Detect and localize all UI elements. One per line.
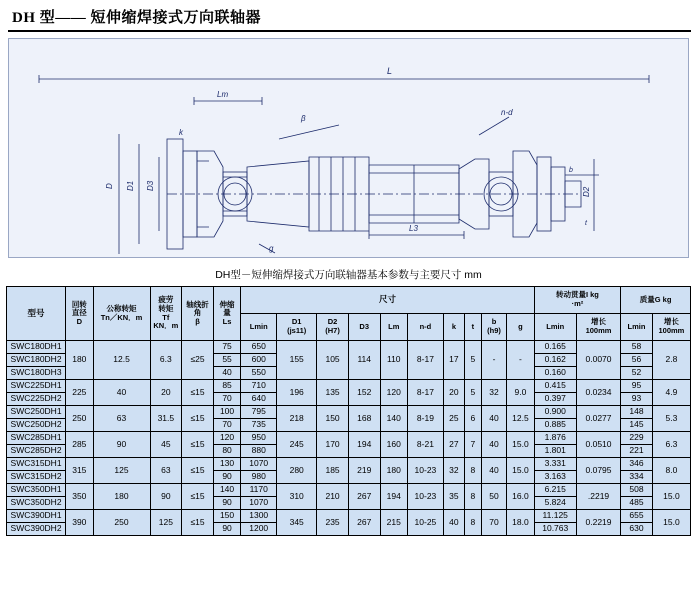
- table-caption: DH型－短伸缩焊接式万向联轴器基本参数与主要尺寸 mm: [215, 269, 482, 281]
- cell-stretch: 140: [213, 484, 240, 497]
- cell-k: 40: [443, 510, 464, 536]
- cell-t: 7: [464, 432, 481, 458]
- cell-inertia-lmin: 0.397: [534, 393, 576, 406]
- cell-d1: 196: [277, 380, 317, 406]
- cell-fatigue: 31.5: [150, 406, 182, 432]
- cell-rotate-diameter: 180: [66, 341, 93, 380]
- cell-b: 40: [481, 458, 506, 484]
- cell-b: 50: [481, 484, 506, 510]
- cell-b: 70: [481, 510, 506, 536]
- cell-model: SWC350DH2: [7, 497, 66, 510]
- cell-mass-lmin: 221: [621, 445, 653, 458]
- header-nd: n-d: [407, 314, 443, 341]
- cell-d2: 185: [317, 458, 349, 484]
- cell-d3: 194: [348, 432, 380, 458]
- header-lm: Lm: [380, 314, 407, 341]
- cell-fatigue: 90: [150, 484, 182, 510]
- cell-torque: 180: [93, 484, 150, 510]
- svg-text:Lm: Lm: [217, 90, 229, 99]
- cell-nd: 8-21: [407, 432, 443, 458]
- header-k: k: [443, 314, 464, 341]
- cell-d1: 345: [277, 510, 317, 536]
- header-torque: 公称转矩 Tn／KN．m: [93, 287, 150, 341]
- cell-angle: ≤15: [182, 380, 214, 406]
- cell-k: 35: [443, 484, 464, 510]
- svg-text:L: L: [387, 66, 393, 76]
- cell-inertia-lmin: 0.885: [534, 419, 576, 432]
- cell-g: 15.0: [507, 432, 534, 458]
- table-row: [7, 341, 691, 354]
- cell-model: SWC285DH1: [7, 432, 66, 445]
- cell-inertia-lmin: 1.801: [534, 445, 576, 458]
- cell-g: 12.5: [507, 406, 534, 432]
- cell-model: SWC315DH1: [7, 458, 66, 471]
- svg-text:g: g: [269, 244, 274, 253]
- cell-inertia-grow: 0.2219: [576, 510, 620, 536]
- cell-stretch: 40: [213, 367, 240, 380]
- cell-mass-lmin: 93: [621, 393, 653, 406]
- svg-text:D3: D3: [146, 180, 155, 191]
- cell-stretch: 90: [213, 523, 240, 536]
- cell-mass-lmin: 229: [621, 432, 653, 445]
- cell-angle: ≤15: [182, 458, 214, 484]
- cell-d2: 105: [317, 341, 349, 380]
- cell-mass-lmin: 145: [621, 419, 653, 432]
- cell-torque: 63: [93, 406, 150, 432]
- cell-inertia-grow: 0.0795: [576, 458, 620, 484]
- cell-mass-lmin: 58: [621, 341, 653, 354]
- table-row: [7, 458, 691, 471]
- cell-model: SWC250DH1: [7, 406, 66, 419]
- header-b: b (h9): [481, 314, 506, 341]
- cell-d3: 219: [348, 458, 380, 484]
- header-stretch: 伸缩 量 Ls: [213, 287, 240, 341]
- cell-model: SWC180DH1: [7, 341, 66, 354]
- table-row: [7, 432, 691, 445]
- cell-rotate-diameter: 250: [66, 406, 93, 432]
- cell-d3: 168: [348, 406, 380, 432]
- cell-lmin: 1070: [241, 497, 277, 510]
- cell-d1: 218: [277, 406, 317, 432]
- cell-lmin: 1200: [241, 523, 277, 536]
- cell-mass-lmin: 485: [621, 497, 653, 510]
- svg-text:β: β: [301, 114, 306, 123]
- cell-lmin: 735: [241, 419, 277, 432]
- cell-t: 5: [464, 380, 481, 406]
- cell-mass-grow: 4.9: [652, 380, 690, 406]
- cell-inertia-lmin: 0.165: [534, 341, 576, 354]
- cell-inertia-lmin: 10.763: [534, 523, 576, 536]
- cell-d1: 245: [277, 432, 317, 458]
- cell-inertia-lmin: 0.900: [534, 406, 576, 419]
- cell-mass-lmin: 655: [621, 510, 653, 523]
- spec-table: [6, 286, 691, 536]
- cell-inertia-grow: .2219: [576, 484, 620, 510]
- cell-lmin: 600: [241, 354, 277, 367]
- cell-d2: 210: [317, 484, 349, 510]
- cell-stretch: 55: [213, 354, 240, 367]
- cell-b: 32: [481, 380, 506, 406]
- header-inertia: 转动贯量I kg ·m²: [534, 287, 621, 314]
- cell-inertia-lmin: 11.125: [534, 510, 576, 523]
- cell-mass-lmin: 630: [621, 523, 653, 536]
- cell-fatigue: 45: [150, 432, 182, 458]
- svg-text:t: t: [585, 220, 587, 227]
- cell-lmin: 795: [241, 406, 277, 419]
- header-d2: D2 (H7): [317, 314, 349, 341]
- cell-lmin: 650: [241, 341, 277, 354]
- title-divider: [8, 30, 691, 32]
- cell-angle: ≤15: [182, 510, 214, 536]
- cell-b: -: [481, 341, 506, 380]
- cell-t: 8: [464, 458, 481, 484]
- cell-torque: 12.5: [93, 341, 150, 380]
- cell-d3: 152: [348, 380, 380, 406]
- header-mass: 质量G kg: [621, 287, 691, 314]
- svg-text:D2: D2: [582, 186, 591, 197]
- cell-t: 8: [464, 510, 481, 536]
- header-fatigue: 疲劳 转矩 Tf KN．m: [150, 287, 182, 341]
- cell-lm: 160: [380, 432, 407, 458]
- cell-inertia-lmin: 3.163: [534, 471, 576, 484]
- cell-d1: 155: [277, 341, 317, 380]
- cell-lmin: 1300: [241, 510, 277, 523]
- cell-g: 18.0: [507, 510, 534, 536]
- cell-mass-grow: 6.3: [652, 432, 690, 458]
- header-rotate-diameter: 回转 直径 D: [66, 287, 93, 341]
- cell-inertia-lmin: 6.215: [534, 484, 576, 497]
- cell-stretch: 150: [213, 510, 240, 523]
- cell-mass-lmin: 334: [621, 471, 653, 484]
- header-mass-lmin: Lmin: [621, 314, 653, 341]
- cell-angle: ≤15: [182, 484, 214, 510]
- cell-t: 8: [464, 484, 481, 510]
- cell-fatigue: 125: [150, 510, 182, 536]
- cell-angle: ≤15: [182, 432, 214, 458]
- cell-rotate-diameter: 390: [66, 510, 93, 536]
- cell-model: SWC250DH2: [7, 419, 66, 432]
- cell-k: 25: [443, 406, 464, 432]
- cell-stretch: 75: [213, 341, 240, 354]
- cell-stretch: 85: [213, 380, 240, 393]
- cell-rotate-diameter: 225: [66, 380, 93, 406]
- cell-nd: 8-17: [407, 380, 443, 406]
- cell-mass-lmin: 56: [621, 354, 653, 367]
- cell-d2: 150: [317, 406, 349, 432]
- cell-torque: 40: [93, 380, 150, 406]
- cell-stretch: 70: [213, 419, 240, 432]
- header-g: g: [507, 314, 534, 341]
- cell-lmin: 710: [241, 380, 277, 393]
- cell-lm: 215: [380, 510, 407, 536]
- cell-g: 9.0: [507, 380, 534, 406]
- table-row: [7, 380, 691, 393]
- cell-nd: 8-19: [407, 406, 443, 432]
- cell-inertia-grow: 0.0070: [576, 341, 620, 380]
- svg-text:D1: D1: [126, 180, 135, 191]
- cell-fatigue: 6.3: [150, 341, 182, 380]
- cell-nd: 10-23: [407, 458, 443, 484]
- cell-torque: 250: [93, 510, 150, 536]
- cell-lm: 110: [380, 341, 407, 380]
- cell-stretch: 80: [213, 445, 240, 458]
- cell-model: SWC225DH1: [7, 380, 66, 393]
- cell-t: 5: [464, 341, 481, 380]
- cell-fatigue: 20: [150, 380, 182, 406]
- cell-d1: 280: [277, 458, 317, 484]
- cell-model: SWC180DH3: [7, 367, 66, 380]
- svg-text:n-d: n-d: [501, 108, 513, 117]
- cell-model: SWC225DH2: [7, 393, 66, 406]
- cell-rotate-diameter: 350: [66, 484, 93, 510]
- cell-mass-grow: 5.3: [652, 406, 690, 432]
- cell-inertia-lmin: 5.824: [534, 497, 576, 510]
- technical-drawing: [8, 38, 689, 258]
- cell-d3: 114: [348, 341, 380, 380]
- cell-inertia-lmin: 0.160: [534, 367, 576, 380]
- header-d1: D1 (js11): [277, 314, 317, 341]
- cell-inertia-lmin: 1.876: [534, 432, 576, 445]
- cell-mass-grow: 15.0: [652, 484, 690, 510]
- cell-model: SWC285DH2: [7, 445, 66, 458]
- cell-mass-lmin: 52: [621, 367, 653, 380]
- table-row: [7, 406, 691, 419]
- cell-lmin: 1070: [241, 458, 277, 471]
- cell-torque: 125: [93, 458, 150, 484]
- cell-stretch: 90: [213, 497, 240, 510]
- cell-mass-lmin: 508: [621, 484, 653, 497]
- cell-k: 17: [443, 341, 464, 380]
- cell-nd: 10-25: [407, 510, 443, 536]
- header-t: t: [464, 314, 481, 341]
- cell-k: 20: [443, 380, 464, 406]
- cell-model: SWC350DH1: [7, 484, 66, 497]
- cell-torque: 90: [93, 432, 150, 458]
- header-inertia-lmin: Lmin: [534, 314, 576, 341]
- cell-lmin: 550: [241, 367, 277, 380]
- cell-inertia-grow: 0.0277: [576, 406, 620, 432]
- header-lmin: Lmin: [241, 314, 277, 341]
- cell-t: 6: [464, 406, 481, 432]
- cell-mass-grow: 2.8: [652, 341, 690, 380]
- table-row: [7, 484, 691, 497]
- cell-model: SWC180DH2: [7, 354, 66, 367]
- cell-g: 15.0: [507, 458, 534, 484]
- svg-text:L3: L3: [409, 224, 418, 233]
- cell-g: -: [507, 341, 534, 380]
- svg-text:k: k: [179, 128, 183, 137]
- cell-nd: 10-23: [407, 484, 443, 510]
- cell-lm: 120: [380, 380, 407, 406]
- cell-mass-grow: 15.0: [652, 510, 690, 536]
- cell-lmin: 640: [241, 393, 277, 406]
- cell-rotate-diameter: 285: [66, 432, 93, 458]
- cell-stretch: 70: [213, 393, 240, 406]
- cell-d3: 267: [348, 484, 380, 510]
- cell-inertia-lmin: 0.415: [534, 380, 576, 393]
- cell-stretch: 120: [213, 432, 240, 445]
- cell-angle: ≤25: [182, 341, 214, 380]
- cell-inertia-grow: 0.0234: [576, 380, 620, 406]
- cell-lmin: 1170: [241, 484, 277, 497]
- cell-fatigue: 63: [150, 458, 182, 484]
- cell-nd: 8-17: [407, 341, 443, 380]
- cell-k: 27: [443, 432, 464, 458]
- cell-angle: ≤15: [182, 406, 214, 432]
- cell-b: 40: [481, 406, 506, 432]
- cell-stretch: 130: [213, 458, 240, 471]
- page-title: DH 型—— 短伸缩焊接式万向联轴器: [12, 10, 262, 26]
- cell-mass-lmin: 148: [621, 406, 653, 419]
- cell-g: 16.0: [507, 484, 534, 510]
- cell-model: SWC390DH1: [7, 510, 66, 523]
- cell-k: 32: [443, 458, 464, 484]
- cell-model: SWC315DH2: [7, 471, 66, 484]
- cell-d3: 267: [348, 510, 380, 536]
- cell-d2: 170: [317, 432, 349, 458]
- cell-lmin: 880: [241, 445, 277, 458]
- cell-b: 40: [481, 432, 506, 458]
- cell-inertia-lmin: 3.331: [534, 458, 576, 471]
- cell-d2: 135: [317, 380, 349, 406]
- header-mass-grow: 增长 100mm: [652, 314, 690, 341]
- cell-lm: 140: [380, 406, 407, 432]
- cell-model: SWC390DH2: [7, 523, 66, 536]
- header-d3: D3: [348, 314, 380, 341]
- cell-mass-lmin: 346: [621, 458, 653, 471]
- cell-stretch: 100: [213, 406, 240, 419]
- cell-mass-lmin: 95: [621, 380, 653, 393]
- cell-lm: 180: [380, 458, 407, 484]
- cell-rotate-diameter: 315: [66, 458, 93, 484]
- cell-mass-grow: 8.0: [652, 458, 690, 484]
- cell-lmin: 950: [241, 432, 277, 445]
- table-row: [7, 510, 691, 523]
- svg-text:D: D: [105, 183, 114, 189]
- header-dimensions: 尺寸: [241, 287, 534, 314]
- header-inertia-grow: 增长 100mm: [576, 314, 620, 341]
- cell-lm: 194: [380, 484, 407, 510]
- svg-text:b: b: [569, 167, 573, 174]
- header-model: 型号: [7, 287, 66, 341]
- cell-lmin: 980: [241, 471, 277, 484]
- cell-d2: 235: [317, 510, 349, 536]
- cell-inertia-grow: 0.0510: [576, 432, 620, 458]
- cell-d1: 310: [277, 484, 317, 510]
- cell-stretch: 90: [213, 471, 240, 484]
- coupling-drawing-svg: [9, 39, 688, 255]
- cell-inertia-lmin: 0.162: [534, 354, 576, 367]
- header-angle: 轴线折 角 β: [182, 287, 214, 341]
